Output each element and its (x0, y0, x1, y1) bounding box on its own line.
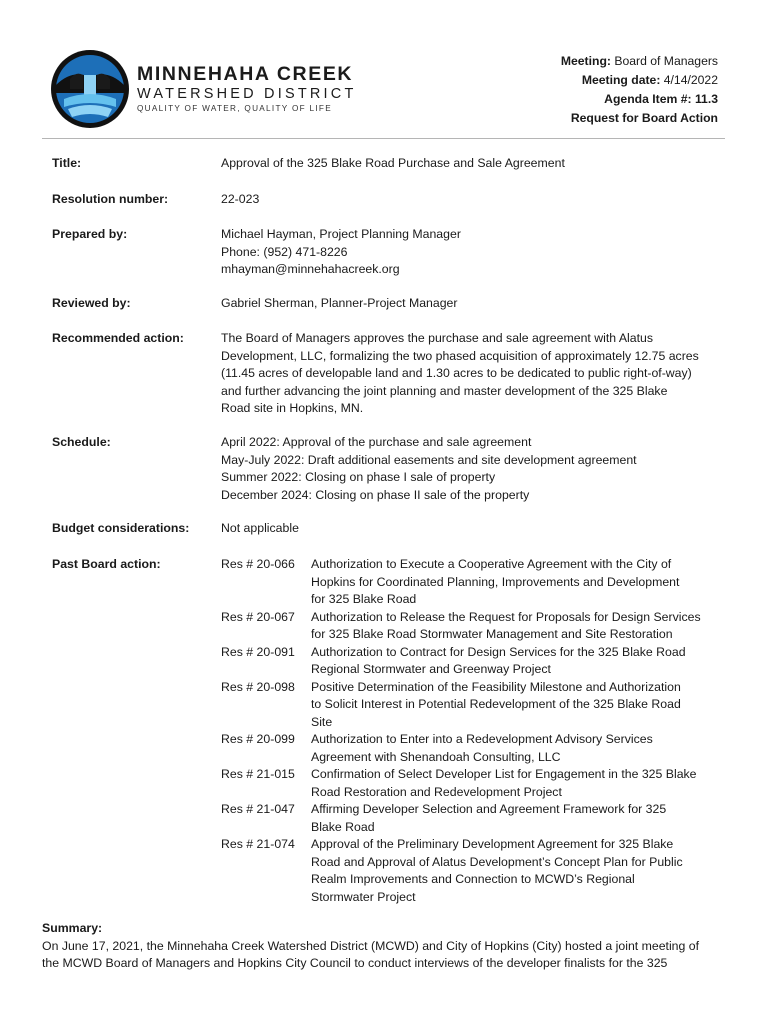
schedule-value (221, 434, 721, 504)
resolution-line: Hopkins for Coordinated Planning, Improvements and Development (311, 574, 680, 589)
resolution-line: Confirmation of Select Developer List for Engagement in the 325 Blake (311, 767, 697, 781)
meeting-date-label: Meeting date: (581, 73, 661, 87)
resolution-line: Realm Improvements and Connection to MCWD’s Regional (311, 872, 635, 886)
resolution-number: Res # 21-074 (221, 837, 295, 851)
recommended-action-value (221, 330, 721, 418)
title-label: Title: (52, 156, 82, 170)
request-type: Request for Board Action (570, 111, 718, 125)
budget-label: Budget considerations: (52, 521, 190, 535)
meeting-line (561, 52, 718, 71)
schedule-label: Schedule: (52, 435, 111, 449)
schedule-line: Summer 2022: Closing on phase I sale of property (221, 470, 496, 484)
resolution-number: Res # 20-099 (221, 732, 295, 746)
document-header (0, 0, 770, 140)
resolution-line: Authorization to Release the Request for Proposals for Design Services (311, 609, 701, 624)
resolution-line: Approval of the Preliminary Development Agreement for 325 Blake (311, 837, 674, 851)
resolution-label: Resolution number: (52, 192, 169, 206)
resolution-line: Affirming Developer Selection and Agreement Framework for 325 (311, 802, 667, 816)
resolution-description (311, 609, 711, 644)
budget-value (221, 520, 721, 538)
preparer-email: mhayman@minnehahacreek.org (221, 262, 400, 276)
resolution-line: Site (311, 714, 333, 729)
org-tagline: QUALITY OF WATER, QUALITY OF LIFE (137, 104, 332, 113)
recommended-line: Development, LLC, formalizing the two phased acquisition of approximately 12.75 acres (221, 348, 699, 363)
resolution-item (221, 644, 721, 679)
resolution-item (221, 836, 721, 906)
resolution-line: Authorization to Enter into a Redevelopment Advisory Services (311, 732, 653, 746)
past-board-action-label: Past Board action: (52, 557, 161, 571)
recommended-line: and further advancing the joint planning and master development of the 325 Blake (221, 383, 668, 398)
resolution-line: Authorization to Execute a Cooperative Agreement with the City of (311, 557, 672, 571)
reviewed-by-label: Reviewed by: (52, 296, 131, 310)
request-line (561, 109, 718, 128)
header-divider (42, 138, 725, 139)
resolution-line: Stormwater Project (311, 889, 416, 904)
resolution-number: Res # 20-091 (221, 644, 295, 659)
resolution-text: 22-023 (221, 192, 260, 206)
resolution-description (311, 644, 711, 679)
resolution-number: Res # 20-066 (221, 557, 295, 571)
resolution-item (221, 766, 721, 801)
preparer-name: Michael Hayman, Project Planning Manager (221, 227, 461, 241)
resolution-line: Blake Road (311, 819, 375, 834)
reviewer-name: Gabriel Sherman, Planner-Project Manager (221, 296, 458, 310)
schedule-line: December 2024: Closing on phase II sale of the property (221, 487, 530, 502)
recommended-action-label: Recommended action: (52, 331, 184, 345)
summary-line: the MCWD Board of Managers and Hopkins City Council to conduct interviews of the developer finalists for the 325 (42, 956, 668, 970)
agenda-item-label: Agenda Item #: (604, 92, 692, 106)
resolution-description (311, 556, 711, 609)
agenda-item-value: 11.3 (694, 92, 718, 106)
resolution-line: for 325 Blake Road (311, 592, 417, 606)
resolution-description (311, 836, 711, 906)
resolution-description (311, 731, 711, 766)
meeting-value: Board of Managers (614, 54, 718, 68)
meeting-date-value: 4/14/2022 (663, 73, 718, 87)
resolution-line: to Solicit Interest in Potential Redevelopment of the 325 Blake Road (311, 697, 681, 711)
resolution-number: Res # 21-015 (221, 767, 295, 781)
summary-title: Summary: (42, 921, 103, 935)
summary-line: On June 17, 2021, the Minnehaha Creek Watershed District (MCWD) and City of Hopkins (City) hosted a joint meeting of (42, 938, 700, 953)
resolution-description (311, 801, 711, 836)
org-subtitle: WATERSHED DISTRICT (137, 86, 357, 102)
org-name: MINNEHAHA CREEK (137, 63, 354, 85)
resolution-line: Agreement with Shenandoah Consulting, LLC (311, 749, 561, 764)
resolution-item (221, 801, 721, 836)
meeting-date-line (561, 71, 718, 90)
resolution-number: Res # 20-067 (221, 609, 295, 624)
prepared-by-value (221, 226, 721, 279)
resolution-line: Regional Stormwater and Greenway Project (311, 662, 551, 676)
watershed-district-logo (50, 49, 130, 129)
recommended-line: Road site in Hopkins, MN. (221, 401, 364, 415)
resolution-line: for 325 Blake Road Stormwater Management and Site Restoration (311, 627, 673, 641)
resolution-line: Road and Approval of Alatus Development’s Concept Plan for Public (311, 854, 683, 869)
resolution-item (221, 556, 721, 609)
resolution-line: Positive Determination of the Feasibility Milestone and Authorization (311, 679, 681, 694)
resolution-list (221, 556, 721, 906)
recommended-line: The Board of Managers approves the purchase and sale agreement with Alatus (221, 331, 654, 345)
title-value (221, 155, 721, 173)
budget-text: Not applicable (221, 521, 299, 535)
resolution-description (311, 679, 711, 732)
resolution-number: Res # 20-098 (221, 679, 295, 694)
title-text: Approval of the 325 Blake Road Purchase and Sale Agreement (221, 156, 565, 170)
preparer-phone: Phone: (952) 471-8226 (221, 244, 348, 259)
meeting-label: Meeting: (560, 54, 611, 68)
meeting-info (561, 52, 718, 128)
reviewed-by-value (221, 295, 721, 313)
resolution-item (221, 731, 721, 766)
summary-section (42, 920, 732, 973)
resolution-description (311, 766, 711, 801)
schedule-line: April 2022: Approval of the purchase and sale agreement (221, 435, 532, 449)
resolution-number: Res # 21-047 (221, 802, 295, 816)
resolution-value (221, 191, 721, 209)
resolution-line: Road Restoration and Redevelopment Project (311, 784, 562, 799)
resolution-line: Authorization to Contract for Design Services for the 325 Blake Road (311, 644, 686, 659)
schedule-line: May-July 2022: Draft additional easements and site development agreement (221, 452, 637, 467)
resolution-item (221, 609, 721, 644)
agenda-item-line (561, 90, 718, 109)
resolution-item (221, 679, 721, 732)
recommended-line: (11.45 acres of developable land and 1.30 acres to be dedicated to public right-of-way) (221, 366, 692, 380)
prepared-by-label: Prepared by: (52, 227, 128, 241)
